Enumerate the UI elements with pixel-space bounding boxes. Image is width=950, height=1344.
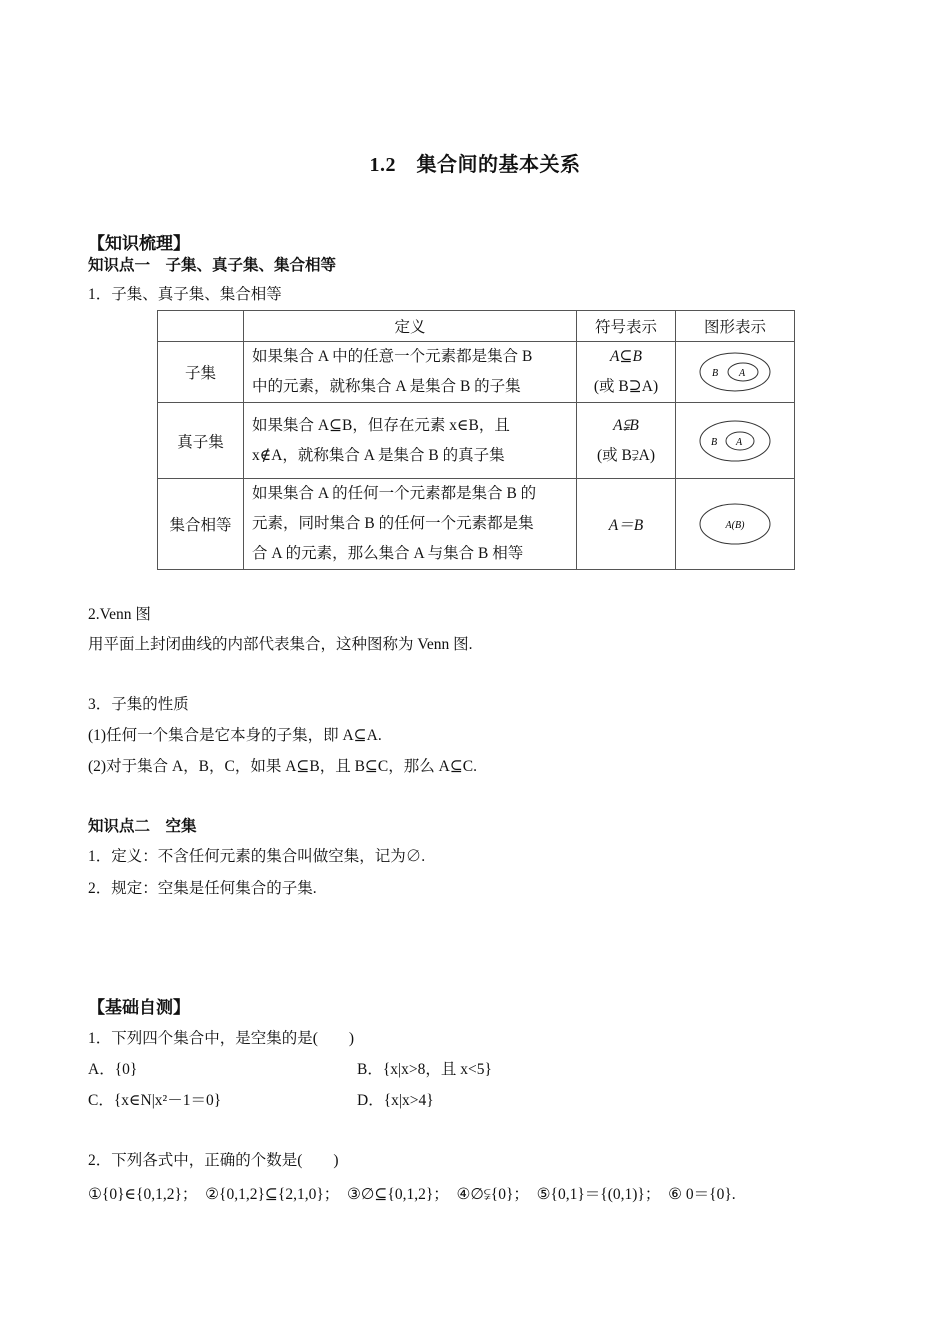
definition-line: 如果集合 A⊆B，但存在元素 x∈B，且 <box>252 416 510 434</box>
table-header-row <box>158 311 795 342</box>
venn-title: 2.Venn 图 <box>88 606 151 623</box>
row-definition <box>244 342 577 403</box>
header-definition: 定义 <box>244 311 577 342</box>
row-definition <box>244 403 577 479</box>
kp1-item1: 1．子集、真子集、集合相等 <box>88 286 282 303</box>
row-figure <box>676 479 795 570</box>
property-2: (2)对于集合 A，B，C，如果 A⊆B，且 B⊆C，那么 A⊆C. <box>88 758 478 775</box>
knowledge-header: 【知识梳理】 <box>88 234 190 253</box>
relation-table <box>157 310 795 570</box>
venn-label-inner: A <box>739 368 746 379</box>
kp2-item1: 1．定义：不含任何元素的集合叫做空集，记为∅. <box>88 848 426 865</box>
test-header: 【基础自测】 <box>88 998 190 1017</box>
row-figure <box>676 342 795 403</box>
property-title: 3．子集的性质 <box>88 696 189 713</box>
venn-label-inner: A <box>736 436 743 448</box>
property-1: (1)任何一个集合是它本身的子集，即 A⊆A. <box>88 727 382 744</box>
symbol-line: (或 B⊇A) <box>593 378 659 395</box>
table-row-proper-subset <box>158 403 795 479</box>
question-1-stem: 1．下列四个集合中，是空集的是( ) <box>88 1030 355 1047</box>
header-cell-empty <box>158 311 244 342</box>
question-1-option-b: B．{x|x>8，且 x<5} <box>357 1061 492 1078</box>
kp2-item2: 2．规定：空集是任何集合的子集. <box>88 880 317 897</box>
row-figure <box>676 403 795 479</box>
row-name: 真子集 <box>158 403 244 479</box>
symbol-line: A⫋B <box>613 416 639 434</box>
venn-text: 用平面上封闭曲线的内部代表集合，这种图称为 Venn 图. <box>88 636 473 653</box>
table-row-subset <box>158 342 795 403</box>
question-1-option-c: C．{x∈N|x²－1＝0} <box>88 1092 222 1109</box>
row-name: 子集 <box>158 342 244 403</box>
subset-venn-diagram <box>698 351 772 393</box>
definition-line: 如果集合 A 的任何一个元素都是集合 B 的 <box>252 485 537 502</box>
question-1-option-a: A．{0} <box>88 1061 138 1078</box>
proper-subset-venn-diagram <box>698 419 772 463</box>
row-symbol <box>577 479 676 570</box>
definition-line: x∉A，就称集合 A 是集合 B 的真子集 <box>252 446 505 464</box>
venn-label-outer: B <box>711 436 718 448</box>
row-name: 集合相等 <box>158 479 244 570</box>
venn-label-outer: B <box>712 368 719 379</box>
symbol-line: (或 B⫌A) <box>596 446 656 464</box>
venn-label: A(B) <box>725 520 745 531</box>
kp2-title: 知识点二 空集 <box>88 818 197 835</box>
table-row-equal <box>158 479 795 570</box>
definition-line: 合 A 的元素，那么集合 A 与集合 B 相等 <box>252 545 524 562</box>
row-definition <box>244 479 577 570</box>
definition-line: 元素，同时集合 B 的任何一个元素都是集 <box>252 515 534 532</box>
question-1-option-d: D．{x|x>4} <box>357 1092 434 1109</box>
row-symbol <box>577 403 676 479</box>
question-2-stem: 2．下列各式中，正确的个数是( ) <box>88 1152 339 1169</box>
symbol-line: A＝B <box>608 517 644 534</box>
kp1-title: 知识点一 子集、真子集、集合相等 <box>88 257 337 274</box>
symbol-line: A⊆B <box>610 348 642 365</box>
question-2-items: ①{0}∈{0,1,2}； ②{0,1,2}⊆{2,1,0}； ③∅⊆{0,1,2}； ④∅⫋{0}； ⑤{0,1}＝{(0,1)}； ⑥ 0＝{0}. <box>88 1186 736 1203</box>
page-title: 1.2 集合间的基本关系 <box>369 154 581 176</box>
row-symbol <box>577 342 676 403</box>
header-symbol: 符号表示 <box>577 311 676 342</box>
equal-venn-diagram <box>698 502 772 546</box>
definition-line: 如果集合 A 中的任意一个元素都是集合 B <box>252 348 533 365</box>
header-figure: 图形表示 <box>676 311 795 342</box>
definition-line: 中的元素，就称集合 A 是集合 B 的子集 <box>252 378 521 395</box>
